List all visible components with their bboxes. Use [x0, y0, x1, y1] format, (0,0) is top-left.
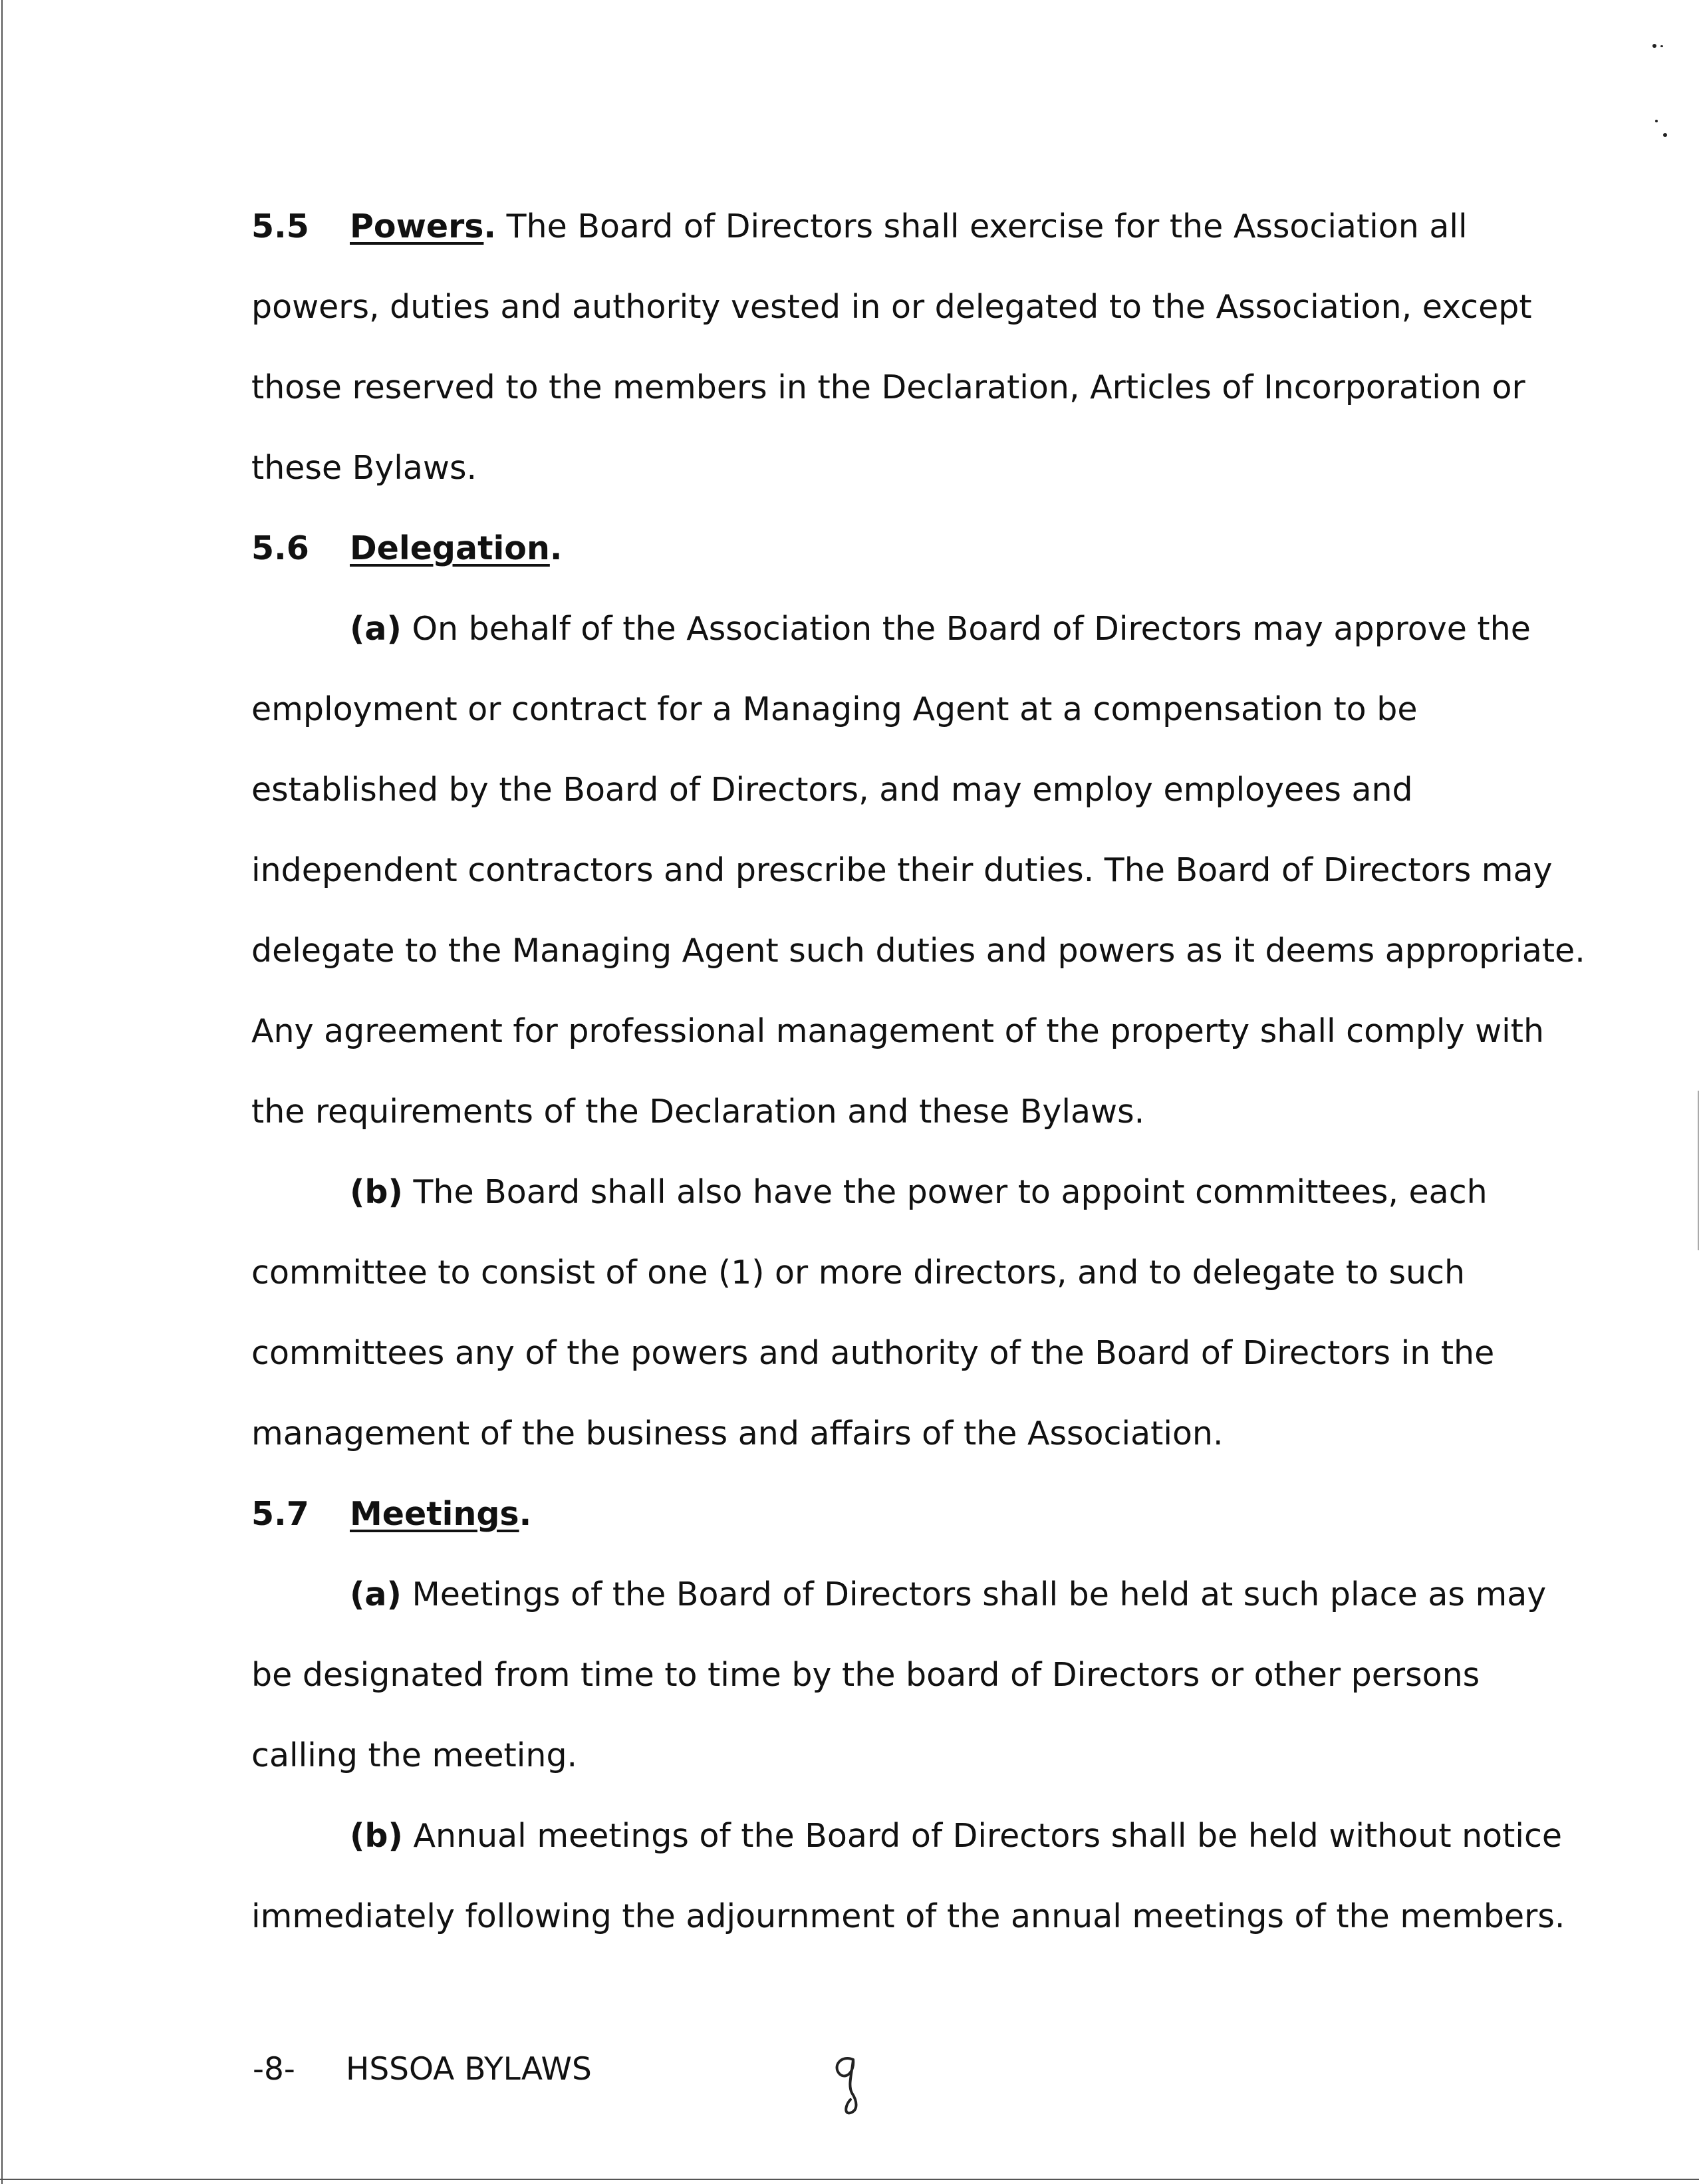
paragraph-line: Any agreement for professional management of the property shall comply with	[251, 1012, 1545, 1050]
section-title: Meetings	[350, 1495, 519, 1533]
section-5-6	[251, 508, 1585, 1474]
subparagraph-label: (b)	[350, 1817, 403, 1855]
page-footer	[253, 2050, 592, 2090]
document-body	[251, 186, 1585, 1957]
handwritten-page-mark-icon	[828, 2052, 868, 2118]
page-border-left	[1, 0, 3, 2184]
subparagraph-label: (b)	[350, 1173, 403, 1211]
paragraph-line: Meetings of the Board of Directors shall be held at such place as may	[412, 1575, 1547, 1613]
page-border-bottom	[0, 2179, 1699, 2180]
page-number: -8-	[253, 2051, 295, 2088]
section-5-5	[251, 186, 1532, 508]
section-5-7	[251, 1474, 1565, 1957]
paragraph-line: established by the Board of Directors, and may employ employees and	[251, 771, 1413, 809]
paragraph-line: The Board shall also have the power to appoint committees, each	[413, 1173, 1488, 1211]
section-title: Powers	[350, 207, 484, 245]
section-heading-line: 5.6 Delegation.	[251, 508, 1462, 589]
paragraph-line: immediately following the adjournment of the annual meetings of the members.	[251, 1897, 1565, 1935]
subparagraph-label: (a)	[350, 610, 402, 648]
paragraph-line: committee to consist of one (1) or more directors, and to delegate to such	[251, 1254, 1466, 1292]
paragraph-line: Annual meetings of the Board of Directors shall be held without notice	[413, 1817, 1563, 1855]
paragraph-line: those reserved to the members in the Declaration, Articles of Incorporation or	[251, 368, 1525, 406]
paragraph-line: be designated from time to time by the board of Directors or other persons	[251, 1656, 1480, 1694]
section-number: 5.7	[251, 1495, 309, 1533]
section-heading-line: 5.7 Meetings.	[251, 1474, 1462, 1554]
paragraph-line: powers, duties and authority vested in or delegated to the Association, except	[251, 288, 1532, 326]
section-title: Delegation	[350, 529, 550, 567]
paragraph-line: employment or contract for a Managing Agent at a compensation to be	[251, 690, 1418, 728]
paragraph-line: On behalf of the Association the Board of Directors may approve the	[412, 610, 1531, 648]
subparagraph-label: (a)	[350, 1575, 402, 1613]
subparagraph-first-line	[251, 1152, 1488, 1232]
scan-specks	[1652, 40, 1672, 146]
subparagraph-first-line	[251, 589, 1531, 669]
paragraph-line: the requirements of the Declaration and these Bylaws.	[251, 1093, 1145, 1131]
paragraph-line: delegate to the Managing Agent such duties and powers as it deems appropriate.	[251, 932, 1585, 970]
paragraph-line: The Board of Directors shall exercise for the Association all	[506, 207, 1468, 245]
section-heading-line: 5.5 Powers. The Board of Directors shall exercise for the Association all	[251, 186, 1462, 267]
subparagraph-first-line	[251, 1554, 1547, 1635]
subparagraph-first-line	[251, 1796, 1563, 1876]
section-number: 5.6	[251, 529, 309, 567]
paragraph-line: independent contractors and prescribe their duties. The Board of Directors may	[251, 851, 1553, 889]
paragraph-line: calling the meeting.	[251, 1736, 578, 1774]
section-number: 5.5	[251, 207, 309, 245]
paragraph-line: committees any of the powers and authority of the Board of Directors in the	[251, 1334, 1495, 1372]
paragraph-line: management of the business and affairs of the Association.	[251, 1415, 1224, 1452]
footer-doc-title: HSSOA BYLAWS	[346, 2051, 592, 2088]
paragraph-line: these Bylaws.	[251, 449, 477, 487]
